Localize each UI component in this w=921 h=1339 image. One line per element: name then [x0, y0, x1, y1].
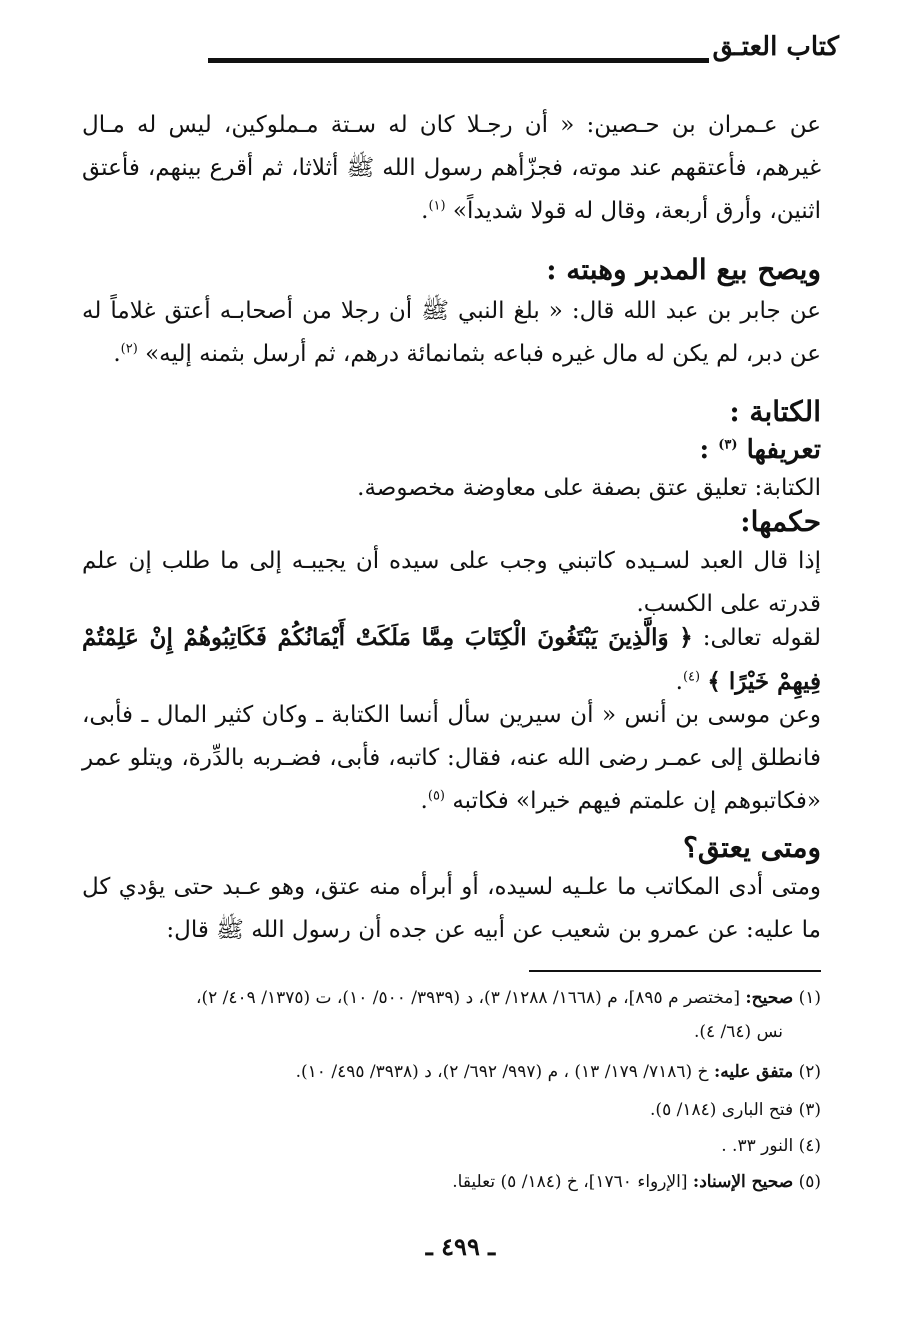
chapter-title: كتاب العتـق [712, 32, 839, 62]
footnote-rule [529, 970, 821, 972]
quran-verse: ﴿ وَالَّذِينَ يَبْتَغُونَ الْكِتَابَ مِمَّا مَلَكَتْ أَيْمَانُكُمْ فَكَاتِبُوهُمْ إِنْ عَلِمْتُمْ فِيهِمْ خَيْرًا ﴾ [82, 624, 821, 695]
definition-text: الكتابة: تعليق عتق بصفة على معاوضة مخصوصة. [357, 475, 821, 501]
running-header [208, 32, 839, 72]
paragraph-when-freed: ومتى أدى المكاتب ما علـيه لسيده، أو أبرأه منه عتق، وهو عـبد حتى يؤدي كل ما عليه: عن عمرو بن شعيب عن أبيه عن جده أن رسول الله ﷺ قال: [82, 874, 821, 943]
heading-mudabbar: ويصح بيع المدبر وهبته : [546, 253, 821, 286]
page-number: ـ ٤٩٩ ـ [425, 1232, 496, 1261]
footnote-3: (٣) فتح البارى (١٨٤/ ٥). [650, 1100, 821, 1120]
footnote-5: (٥) صحيح الإسناد: [الإرواء ١٧٦٠]، خ (١٨٤/ ٥) تعليقا. [452, 1172, 821, 1192]
footnote-ref: (٤) [682, 669, 701, 685]
paragraph-text: عن جابر بن عبد الله قال: « بلغ النبي ﷺ أن رجلا من أصحابـه أعتق غلاماً له عن دبر، لم يكن له مال غيره فباعه بثمانمائة درهم، ثم أرسل بثمنه إليه» [82, 298, 821, 367]
paragraph-ruling: إذا قال العبد لسـيده كاتبني وجب على سيده أن يجيبـه إلى ما طلب إن علم قدرته على الكسب. [82, 548, 821, 617]
paragraph-imran: عن عـمران بن حـصين: « أن رجـلا كان له سـتة مـملوكين، ليس له مـال غيرهم، فأعتقهم عند موته، فجزّأهم رسول الله ﷺ أثلاثا، ثم أقرع بينهم، فأعتق اثنين، وأرق أربعة، وقال له قولا شديداً» $^{(١)}$. [82, 112, 821, 224]
heading-ruling: حكمها: [740, 505, 821, 538]
paragraph-musa: وعن موسى بن أنس « أن سيرين سأل أنسا الكتابة ـ وكان كثير المال ـ فأبى، فانطلق إلى عمـر رضى الله عنه، فقال: كاتبه، فأبى، فضـربه بالدِّرة، ويتلو عمر «فكاتبوهم إن علمتم فيهم خيرا» فكاتبه $^{(٥)}$. [82, 702, 821, 814]
paragraph-text: وعن موسى بن أنس « أن سيرين سأل أنسا الكتابة ـ وكان كثير المال ـ فأبى، فانطلق إلى عمـر رضى الله عنه، فقال: كاتبه، فأبى، فضـربه بالدِّرة، ويتلو عمر «فكاتبوهم إن علمتم فيهم خيرا» فكاتبه [82, 702, 821, 814]
footnote-ref: (١) [428, 198, 446, 214]
heading-text: تعريفها [746, 435, 821, 465]
footnote-2: (٢) متفق عليه: خ (٧١٨٦/ ١٧٩/ ١٣) ، م (٩٩٧/ ٦٩٢/ ٢)، د (٣٩٣٨/ ٤٩٥/ ١٠). [295, 1062, 821, 1082]
footnote-ref: (٥) [427, 788, 445, 804]
header-rule [208, 58, 709, 63]
paragraph-jabir: عن جابر بن عبد الله قال: « بلغ النبي ﷺ أن رجلا من أصحابـه أعتق غلاماً له عن دبر، لم يكن له مال غيره فباعه بثمانمائة درهم، ثم أرسل بثمنه إليه» $^{(٢)}$. [82, 298, 821, 367]
footnote-ref: (٣) [718, 437, 738, 453]
footnote-ref: (٢) [120, 341, 138, 357]
footnote-1-continued: نس (٦٤/ ٤). [693, 1022, 783, 1042]
heading-definition: تعريفها $^{(٣)}$ : [699, 435, 821, 465]
heading-kitaba: الكتابة : [729, 395, 821, 428]
heading-when-freed: ومتى يعتق؟ [682, 831, 821, 864]
paragraph-quran: لقوله تعالى: ﴿ وَالَّذِينَ يَبْتَغُونَ الْكِتَابَ مِمَّا مَلَكَتْ أَيْمَانُكُمْ فَكَاتِبُوهُمْ إِنْ عَلِمْتُمْ فِيهِمْ خَيْرًا ﴾ $^{(٤)}$. [82, 624, 821, 695]
paragraph-text: عن عـمران بن حـصين: « أن رجـلا كان له سـتة مـملوكين، ليس له مـال غيرهم، فأعتقهم عند موته، فجزّأهم رسول الله ﷺ أثلاثا، ثم أقرع بينهم، فأعتق اثنين، وأرق أربعة، وقال له قولا شديداً» [82, 112, 821, 224]
footnote-4: (٤) النور ٣٣. . [721, 1136, 821, 1156]
footnote-1: (١) صحيح: [مختصر م ٨٩٥]، م (١٦٦٨/ ١٢٨٨/ ٣)، د (٣٩٣٩/ ٥٠٠/ ١٠)، ت (١٣٧٥/ ٤٠٩/ ٢)، [196, 988, 821, 1008]
